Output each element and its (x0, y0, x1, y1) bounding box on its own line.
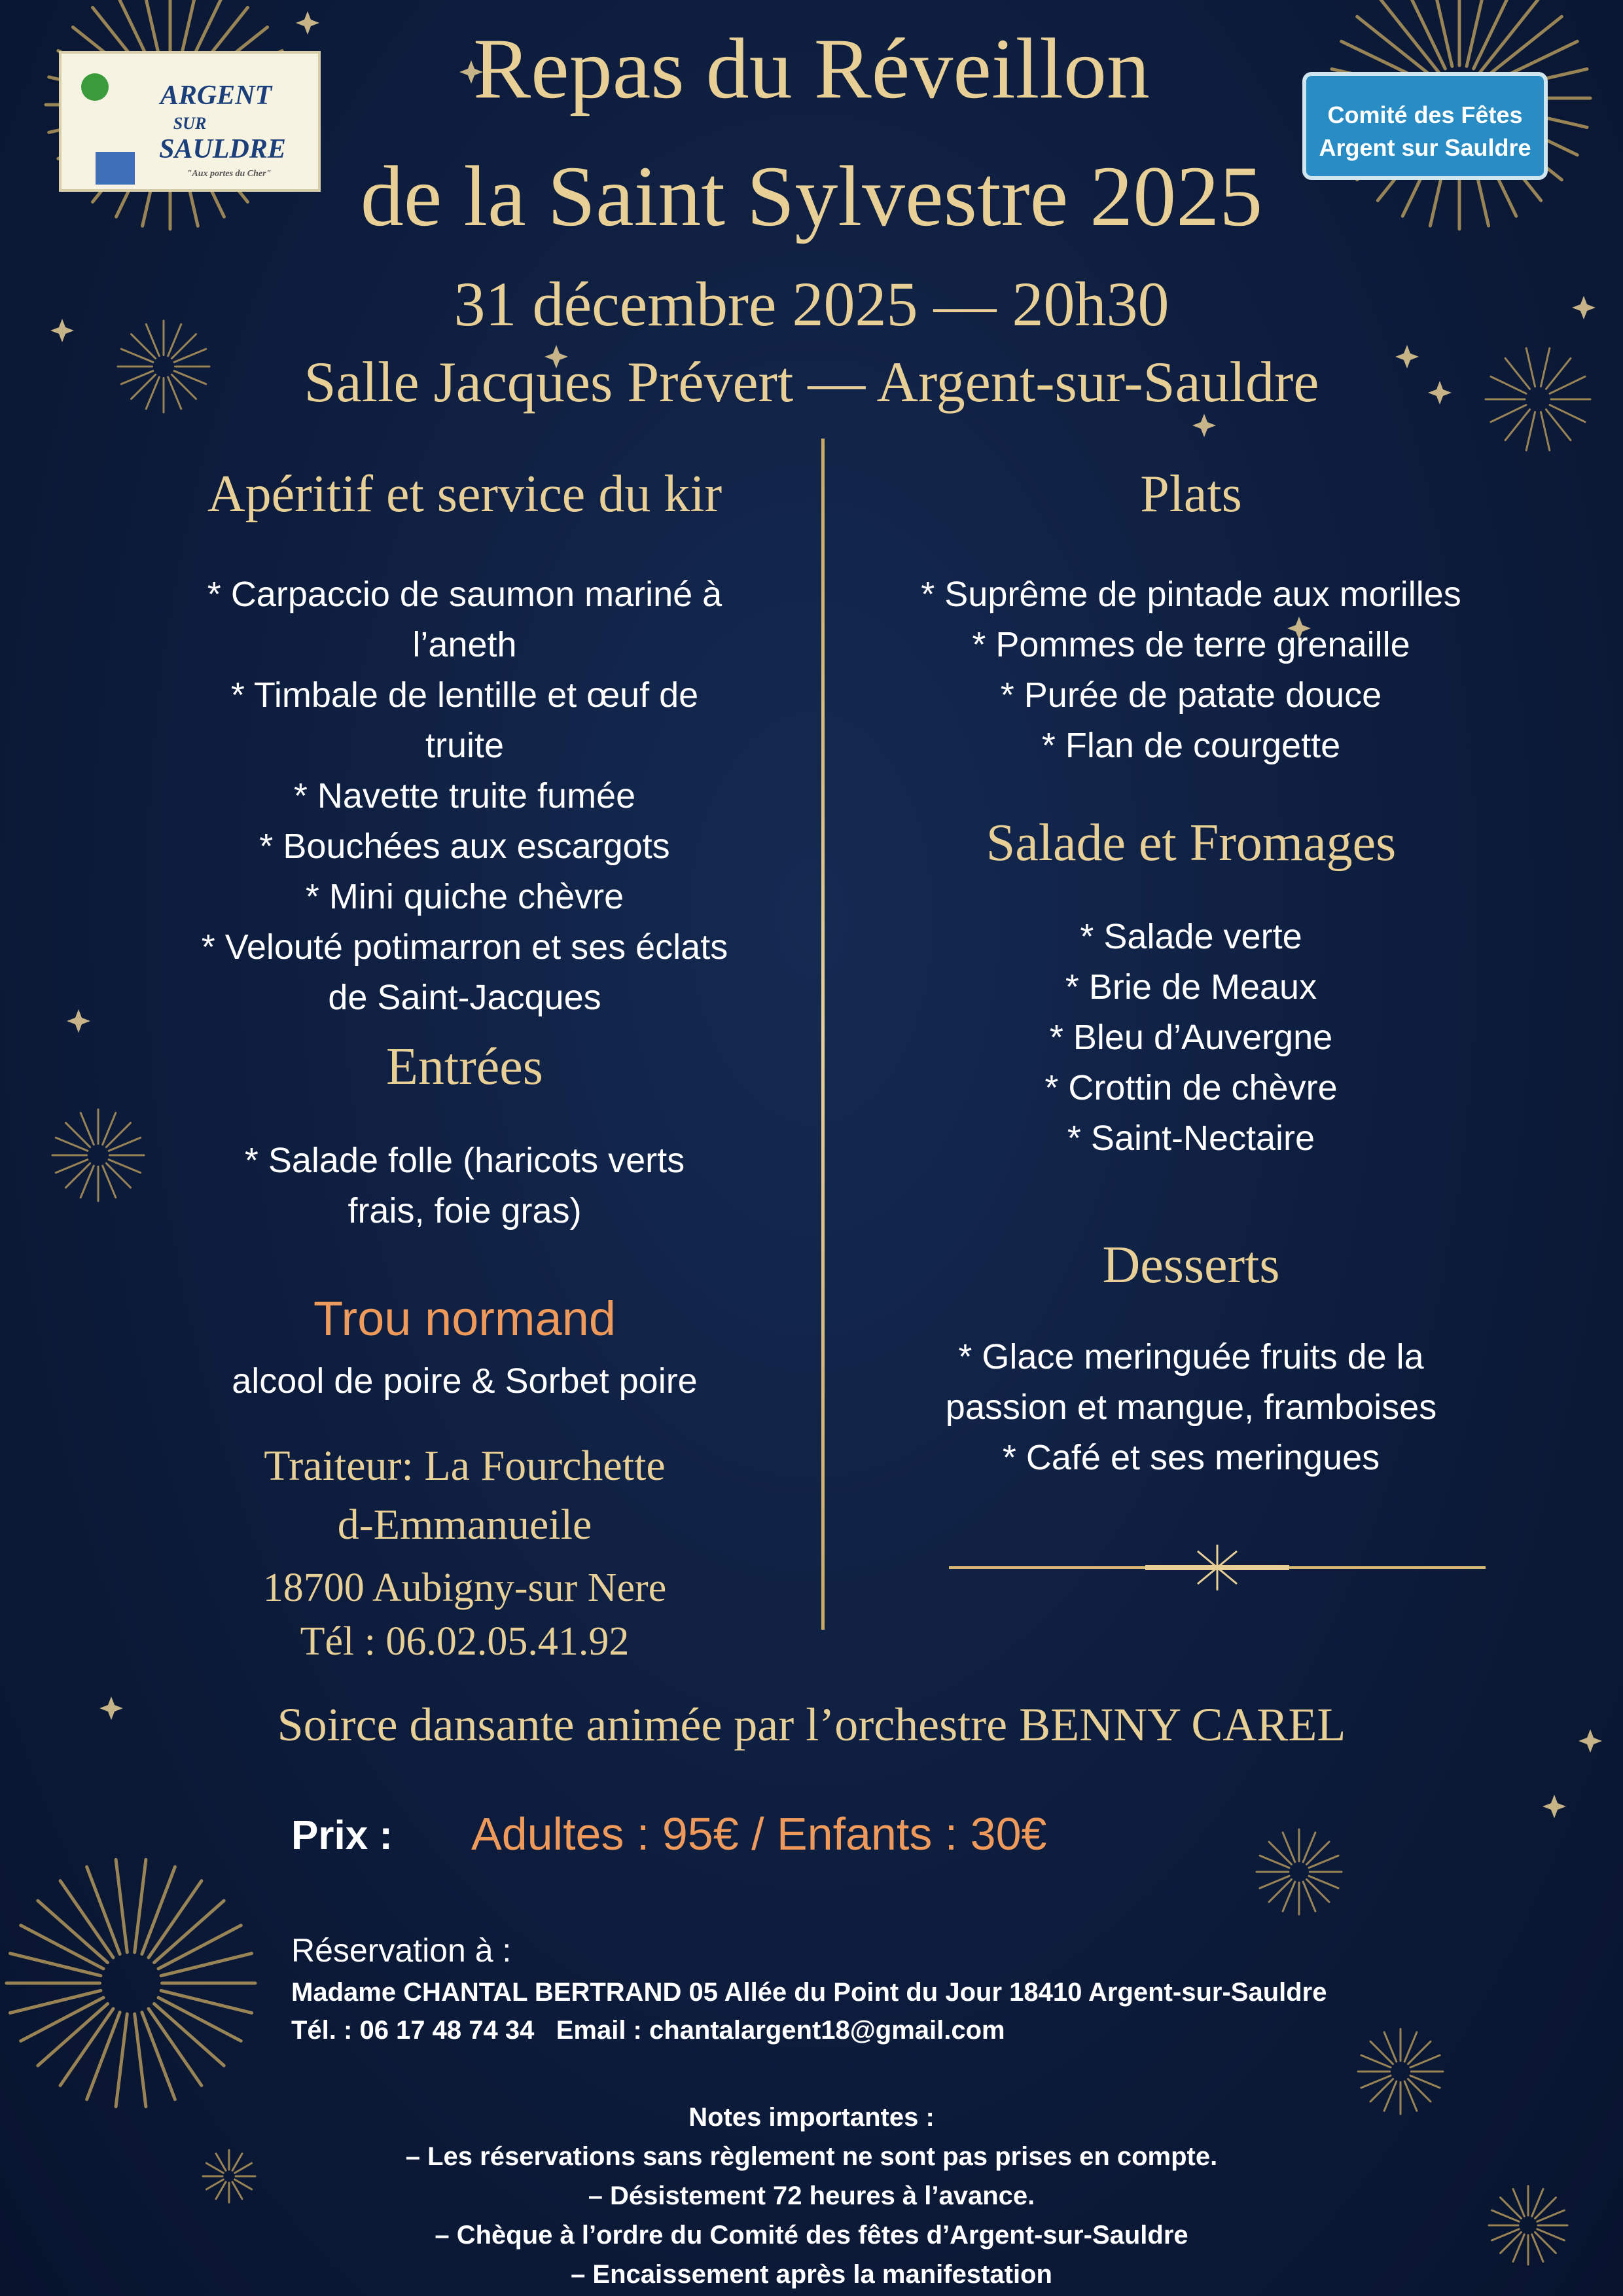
sparkle-icon (1543, 1795, 1566, 1818)
list-item: * Saint-Nectaire (1067, 1119, 1315, 1158)
desserts-heading: Desserts (1102, 1236, 1280, 1294)
list-item: * Navette truite fumée (293, 776, 636, 816)
list-item: frais, foie gras) (348, 1191, 582, 1230)
plats-list (844, 569, 1538, 771)
firework-burst (118, 321, 209, 412)
column-divider (821, 439, 825, 1630)
list-item: * Velouté potimarron et ses éclats (201, 927, 728, 967)
town-logo-tagline: "Aux portes du Cher" (187, 169, 272, 179)
plats-heading: Plats (1140, 465, 1242, 523)
caterer-contact (111, 1561, 818, 1668)
list-item: passion et mangue, framboises (945, 1388, 1437, 1427)
list-item: * Salade verte (1080, 917, 1302, 956)
sparkle-icon (67, 1009, 90, 1033)
event-title-line1: Repas du Réveillon (473, 20, 1150, 117)
sparkle-icon (1578, 1729, 1602, 1753)
event-date-time: 31 décembre 2025 — 20h30 (454, 269, 1169, 339)
list-item: * Crottin de chèvre (1044, 1068, 1338, 1107)
sparkle-icon (1428, 381, 1452, 404)
firework-burst (1486, 348, 1590, 450)
note-item: – Les réservations sans règlement ne sont pas prises en compte. (405, 2142, 1218, 2171)
salade-fromages-list (844, 912, 1538, 1164)
evening-entertainment: Soirce dansante animée par l’orchestre BENNY CAREL (277, 1698, 1346, 1751)
trou-normand-heading: Trou normand (313, 1291, 616, 1346)
entrees-heading: Entrées (386, 1038, 543, 1096)
salade-fromages-heading: Salade et Fromages (986, 814, 1397, 872)
caterer-address: 18700 Aubigny-sur Nere (262, 1566, 667, 1610)
entrees-list (111, 1136, 818, 1236)
firework-burst (1489, 2186, 1567, 2265)
caterer-name-line2: d-Emmanueile (337, 1501, 592, 1549)
list-item: * Café et ses meringues (1002, 1438, 1380, 1477)
note-item: – Désistement 72 heures à l’avance. (588, 2181, 1035, 2210)
list-item: * Brie de Meaux (1065, 967, 1317, 1007)
price-label: Prix : (291, 1813, 393, 1858)
reservation-phone-email: Tél. : 06 17 48 74 34 Email : chantalargent18@gmail.com (291, 2016, 1005, 2045)
price-value: Adultes : 95€ / Enfants : 30€ (471, 1808, 1047, 1859)
sparkle-icon (1572, 296, 1596, 319)
note-item: – Encaissement après la manifestation (571, 2260, 1052, 2289)
event-venue: Salle Jacques Prévert — Argent-sur-Sauldre (304, 351, 1319, 414)
town-logo-line2: SUR (173, 114, 207, 133)
list-item: de Saint-Jacques (328, 978, 601, 1017)
list-item: truite (425, 726, 505, 765)
firework-burst (1257, 1829, 1342, 1914)
reservation-contact: Madame CHANTAL BERTRAND 05 Allée du Point du Jour 18410 Argent-sur-Sauldre (291, 1978, 1327, 2007)
town-logo-line1: ARGENT (160, 81, 272, 111)
list-item: * Flan de courgette (1041, 726, 1341, 765)
list-item: * Pommes de terre grenaille (972, 625, 1410, 664)
list-item: * Purée de patate douce (1000, 675, 1382, 715)
list-item: * Salade folle (haricots verts (244, 1141, 685, 1180)
aperitif-heading: Apéritif et service du kir (207, 465, 722, 523)
caterer-name-line1: Traiteur: La Fourchette (264, 1442, 666, 1490)
caterer-name (111, 1437, 818, 1554)
notes-title: Notes importantes : (688, 2103, 935, 2132)
note-item: – Chèque à l’ordre du Comité des fêtes d’Argent-sur-Sauldre (435, 2221, 1188, 2250)
desserts-list (844, 1332, 1538, 1483)
list-item: * Timbale de lentille et œuf de (230, 675, 699, 715)
list-item: * Carpaccio de saumon mariné à (207, 575, 722, 614)
list-item: * Suprême de pintade aux morilles (921, 575, 1461, 614)
firework-burst (7, 1859, 255, 2106)
committee-logo-line1: Comité des Fêtes (1327, 101, 1523, 128)
list-item: l’aneth (412, 625, 517, 664)
town-logo-line3: SAULDRE (159, 134, 286, 164)
sparkle-icon (99, 1696, 123, 1720)
list-item: * Bouchées aux escargots (259, 827, 670, 866)
ornament-divider (949, 1541, 1486, 1594)
trou-normand-description: alcool de poire & Sorbet poire (232, 1361, 698, 1401)
list-item: * Glace meringuée fruits de la (958, 1337, 1424, 1376)
event-title-line2: de la Saint Sylvestre 2025 (360, 148, 1263, 244)
sparkle-icon (50, 319, 74, 342)
aperitif-list (111, 569, 818, 1023)
reservation-label: Réservation à : (291, 1932, 512, 1969)
list-item: * Bleu d’Auvergne (1049, 1018, 1333, 1057)
committee-logo-line2: Argent sur Sauldre (1319, 134, 1531, 161)
caterer-phone: Tél : 06.02.05.41.92 (300, 1619, 630, 1664)
list-item: * Mini quiche chèvre (305, 877, 624, 916)
